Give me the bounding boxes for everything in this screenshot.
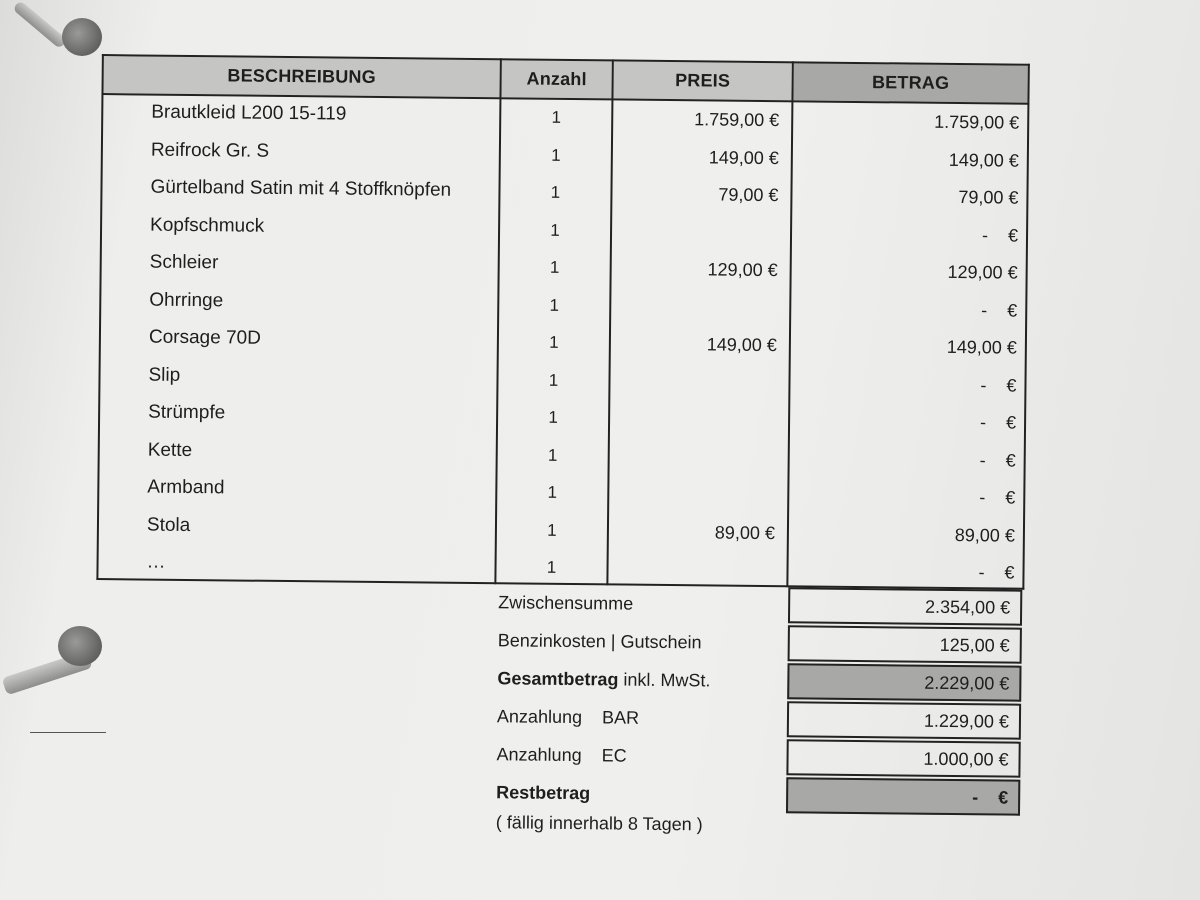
- row-amount: 129,00 €: [947, 261, 1018, 283]
- row-price: [610, 221, 778, 223]
- row-quantity: 1: [549, 295, 560, 315]
- row-description: Gürtelband Satin mit 4 Stoffknöpfen: [150, 176, 452, 201]
- row-quantity: 1: [548, 407, 558, 427]
- row-amount: - €: [979, 487, 1016, 508]
- row-amount: 149,00 €: [948, 149, 1019, 171]
- row-description: Slip: [148, 364, 181, 386]
- row-quantity: 1: [549, 257, 560, 277]
- row-description: Schleier: [149, 251, 219, 274]
- row-price: [607, 483, 775, 485]
- row-description: Kopfschmuck: [150, 214, 265, 237]
- row-price: [608, 408, 776, 410]
- row-description: Ohrringe: [149, 289, 224, 311]
- row-quantity: 1: [551, 145, 561, 165]
- header-quantity: [501, 60, 611, 98]
- fuel-voucher-label: Benzinkosten | Gutschein: [497, 630, 702, 653]
- deposit-ec-value: [786, 739, 1020, 777]
- row-amount: 79,00 €: [958, 187, 1019, 208]
- row-quantity: 1: [549, 332, 559, 352]
- header-price: [613, 61, 791, 100]
- row-quantity: 1: [547, 445, 558, 465]
- invoice-sheet: [88, 44, 1036, 854]
- total-label-rest: inkl. MwSt.: [618, 669, 711, 691]
- row-description: Brautkleid L200 15-119: [151, 101, 347, 125]
- row-amount: - €: [979, 449, 1016, 471]
- row-quantity: 1: [550, 182, 561, 202]
- fuel-voucher-amount: 125,00 €: [939, 634, 1010, 656]
- row-amount: 149,00 €: [946, 336, 1017, 358]
- total-label: [497, 668, 710, 691]
- remaining-amount: - €: [972, 786, 1009, 808]
- total-value: [787, 663, 1021, 701]
- row-quantity: 1: [547, 520, 557, 540]
- row-price: 79,00 €: [718, 184, 779, 206]
- header-amount-label: BETRAG: [871, 72, 950, 93]
- row-description: Strümpfe: [148, 401, 226, 424]
- remaining-label: Restbetrag: [496, 782, 591, 804]
- row-amount: - €: [979, 412, 1017, 433]
- row-description: Armband: [147, 476, 225, 499]
- deposit-cash-label: Anzahlung BAR: [496, 706, 640, 728]
- row-price: [609, 296, 777, 298]
- row-description: Reifrock Gr. S: [150, 139, 270, 162]
- row-quantity: 1: [546, 557, 557, 577]
- subtotal-value: [788, 587, 1022, 625]
- row-description: Corsage 70D: [148, 326, 261, 349]
- row-description: Kette: [147, 439, 193, 461]
- row-description: …: [146, 551, 166, 573]
- row-amount: - €: [981, 299, 1018, 321]
- row-quantity: 1: [550, 220, 560, 240]
- due-note: ( fällig innerhalb 8 Tagen ): [495, 812, 703, 835]
- row-amount: 1.759,00 €: [934, 111, 1020, 133]
- row-amount: - €: [980, 374, 1017, 396]
- deposit-cash-amount: 1.229,00 €: [923, 710, 1010, 732]
- row-quantity: 1: [548, 370, 559, 390]
- header-amount: [793, 63, 1027, 102]
- remaining-value: [786, 777, 1020, 815]
- row-description: Stola: [146, 514, 191, 536]
- row-price: [608, 446, 776, 448]
- total-amount: 2.229,00 €: [924, 672, 1010, 694]
- subtotal-label: Zwischensumme: [498, 592, 634, 614]
- deposit-cash-value: [787, 701, 1021, 739]
- header-quantity-label: Anzahl: [526, 68, 587, 90]
- row-price: 149,00 €: [708, 146, 779, 168]
- header-description-label: BESCHREIBUNG: [227, 65, 376, 87]
- deposit-ec-label: Anzahlung EC: [496, 744, 627, 766]
- deposit-ec-amount: 1.000,00 €: [923, 748, 1009, 770]
- binder-rod-top: [12, 0, 67, 49]
- row-quantity: 1: [547, 482, 558, 502]
- fuel-voucher-value: [788, 625, 1022, 663]
- row-quantity: 1: [551, 107, 562, 127]
- row-amount: - €: [981, 224, 1019, 246]
- row-price: 129,00 €: [707, 259, 778, 281]
- header-price-label: PREIS: [675, 70, 731, 91]
- row-price: [607, 558, 775, 560]
- row-price: 149,00 €: [706, 334, 777, 356]
- subtotal-amount: 2.354,00 €: [924, 596, 1011, 618]
- total-label-bold: Gesamtbetrag: [497, 668, 619, 690]
- row-price: 89,00 €: [714, 522, 776, 543]
- row-price: [609, 371, 777, 373]
- row-amount: - €: [978, 562, 1015, 583]
- header-description: [103, 56, 499, 97]
- row-amount: 89,00 €: [954, 524, 1016, 546]
- row-price: 1.759,00 €: [694, 109, 780, 131]
